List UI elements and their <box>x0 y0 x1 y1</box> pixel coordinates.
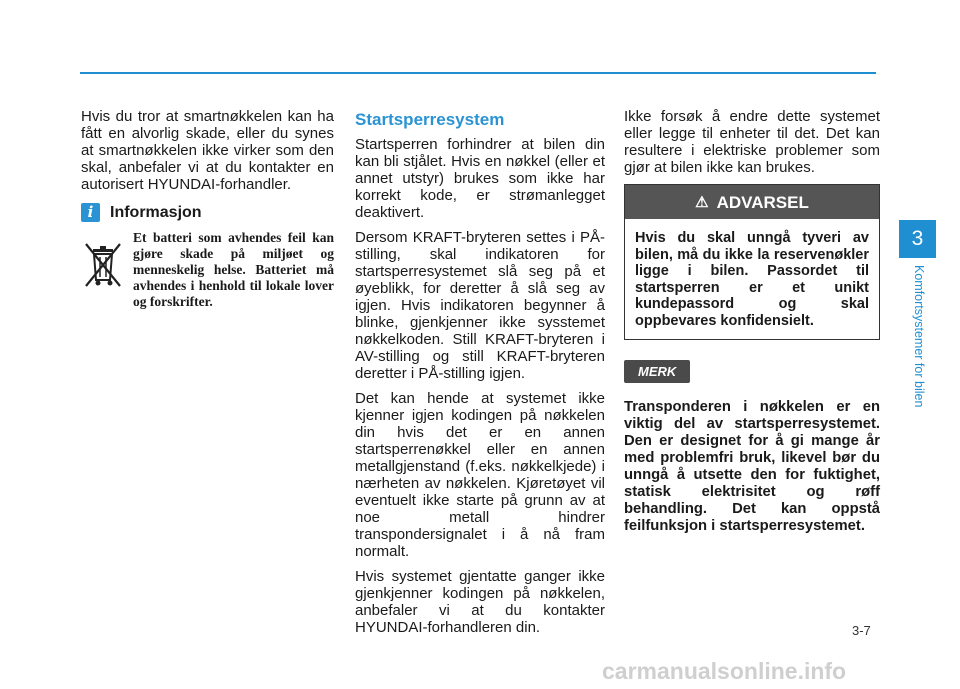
warning-triangle-icon: ⚠ <box>695 193 709 211</box>
modify-warning-paragraph: Ikke forsøk å endre dette systemet eller legge til enheter til det. Det kan resultere i elektriske problemer som gjør at bilen ikke kan brukes. <box>624 108 880 176</box>
note-badge: MERK <box>624 360 690 383</box>
info-header <box>81 203 334 222</box>
warning-text: Hvis du skal unngå tyveri av bilen, må du ikke la reservenøkler ligge i bilen. Passordet til startsperren er et unikt kundepassord og skal oppbevares konfidensielt. <box>635 230 869 329</box>
note-text: Transponderen i nøkkelen er en viktig del av startsperresystemet. Den er designet for å gi mange år med problemfri bruk, likevel bør du unngå å utsette den for fuktighet, statisk elektrisitet og røff behandling. Det kan oppstå feilfunksjon i startsperresystemet. <box>624 399 880 534</box>
battery-disposal-note: Et batteri som avhendes feil kan gjøre skade på miljøet og menneskelig helse. Batteriet må avhendes i henhold til lokale lover og forskrifter. <box>133 230 334 309</box>
immobilizer-paragraph-2: Dersom KRAFT-bryteren settes i PÅ-stilling, skal indikatoren for startsperresystemet slå seg på et øyeblikk, for deretter å slå seg av igjen. Hvis indikatoren begynner å blinke, gjenkjenner ikke sysstemet nøkkelkoden. Still KRAFT-bryteren i AV-stilling og still KRAFT-bryteren deretter i PÅ-stilling igjen. <box>355 229 605 382</box>
warning-box <box>624 184 880 340</box>
immobilizer-paragraph-4: Hvis systemet gjentatte ganger ikke gjenkjenner kodingen på nøkkelen, anbefaler vi at du kontakter HYUNDAI-forhandleren din. <box>355 568 605 636</box>
warning-header <box>625 185 879 219</box>
warning-title: ADVARSEL <box>716 192 809 212</box>
header-rule <box>80 72 876 74</box>
smartkey-damage-paragraph: Hvis du tror at smartnøkkelen kan ha fått en alvorlig skade, eller du synes at smartnøkkelen ikke virker som den skal, anbefaler vi at du kontakter en autorisert HYUNDAI-forhandler. <box>81 108 334 193</box>
section-heading: Startsperresystem <box>355 110 505 129</box>
immobilizer-paragraph-1: Startsperren forhindrer at bilen din kan bli stjålet. Hvis en nøkkel (eller et annet utstyr) brukes som ikke har korrekt kode, er strømanlegget deaktivert. <box>355 136 605 221</box>
info-body <box>81 230 334 318</box>
crossed-out-bin-icon <box>81 240 125 292</box>
column-right <box>624 108 880 543</box>
column-middle <box>355 110 605 644</box>
column-left <box>81 108 334 318</box>
watermark: carmanualsonline.info <box>602 658 847 684</box>
page-number: 3-7 <box>852 623 871 638</box>
info-icon: i <box>81 203 100 222</box>
chapter-tab: 3 <box>899 220 936 258</box>
chapter-title: Komfortsystemer for bilen <box>912 265 926 408</box>
immobilizer-paragraph-3: Det kan hende at systemet ikke kjenner igjen kodingen på nøkkelen din hvis det er en annen startsperrenøkkel eller en annen metallgjenstand (f.eks. nøkkelkjede) i nærheten av nøkkelen. Kjøretøyet vil eventuelt ikke starte på grunn av at noe metall hindrer transpondersignalet i å nå fram normalt. <box>355 390 605 560</box>
info-title: Informasjon <box>110 204 202 221</box>
